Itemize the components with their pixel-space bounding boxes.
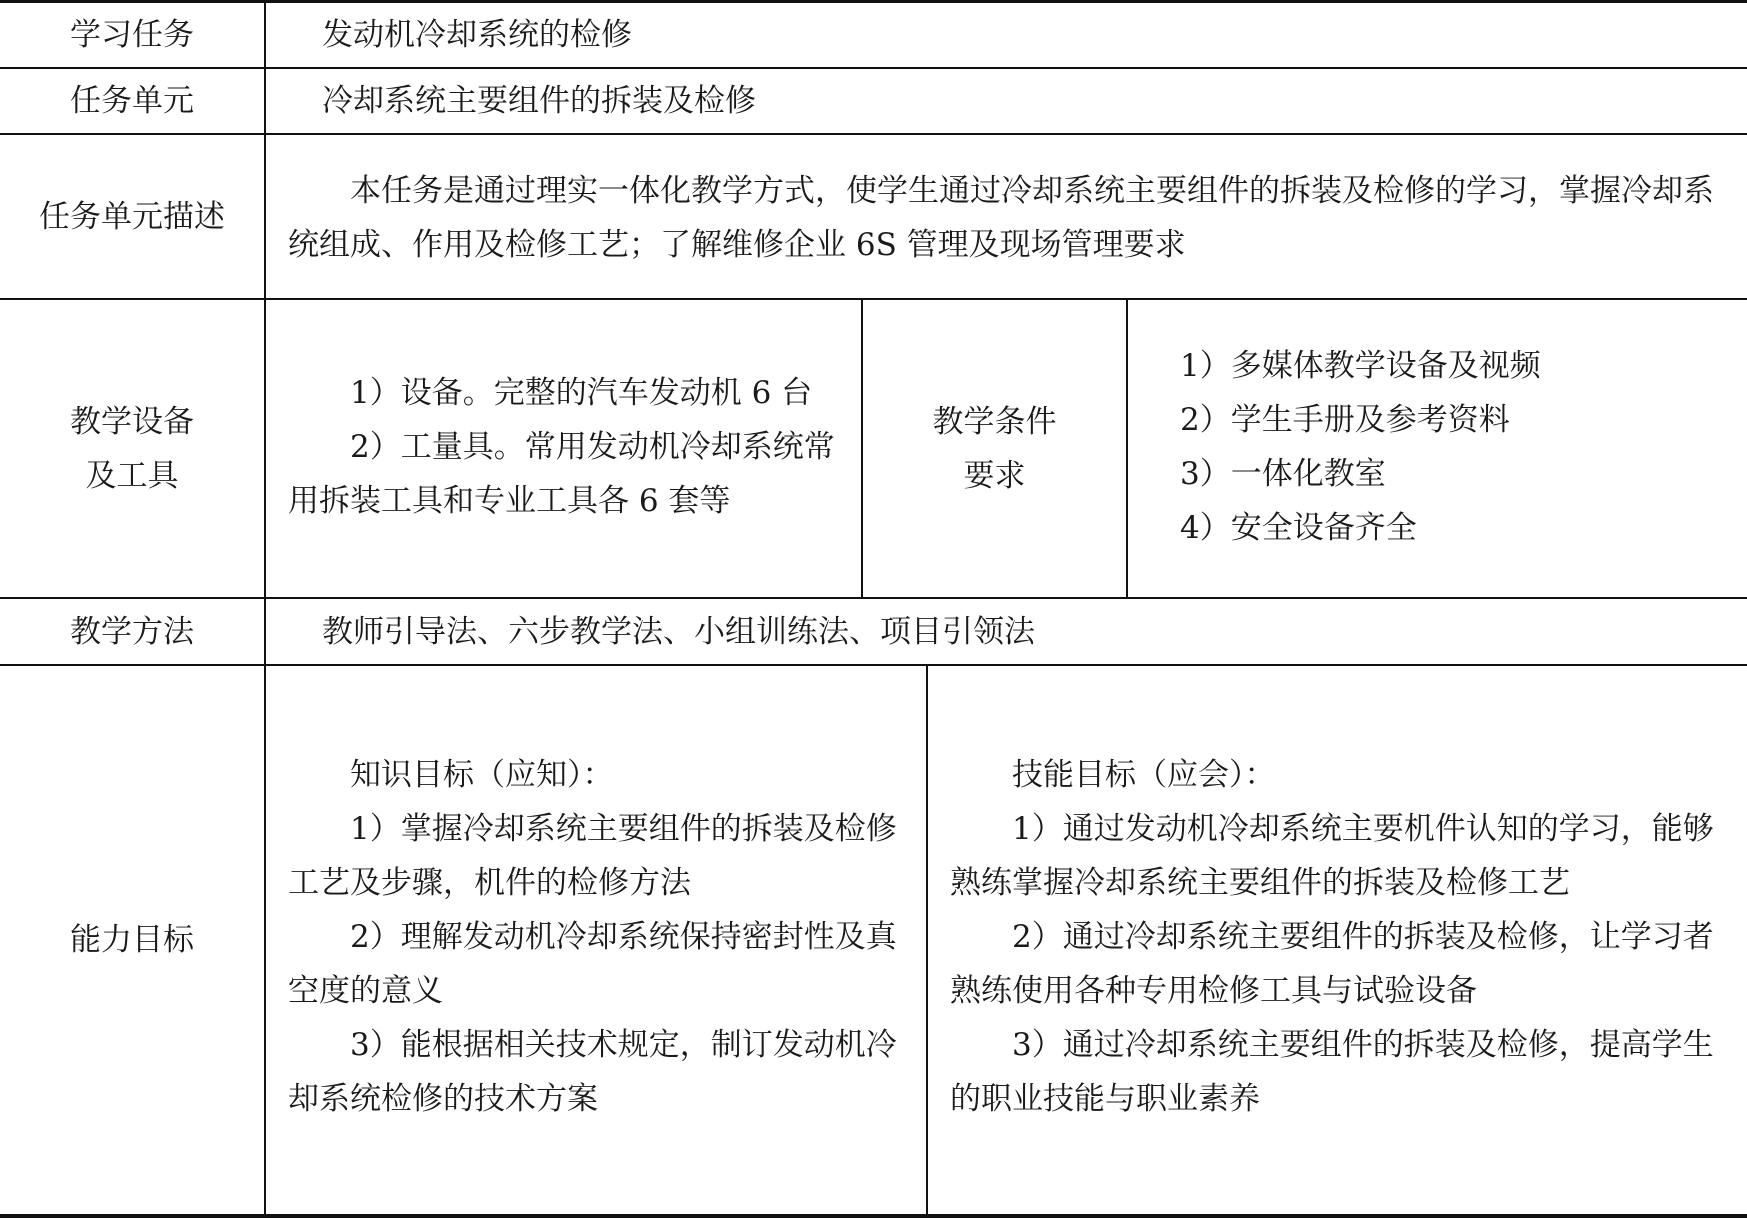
skill-item: 2）通过冷却系统主要组件的拆装及检修，让学习者熟练使用各种专用检修工具与试验设备 (950, 919, 1714, 1009)
condition-item: 4）安全设备齐全 (1180, 510, 1417, 546)
description-label: 任务单元描述 (39, 198, 225, 235)
knowledge-item: 3）能根据相关技术规定，制订发动机冷却系统检修的技术方案 (288, 1027, 897, 1117)
skill-item: 1）通过发动机冷却系统主要机件认知的学习，能够熟练掌握冷却系统主要组件的拆装及检修工艺 (950, 811, 1714, 901)
ability-label: 能力目标 (70, 922, 194, 958)
skill-goals (950, 748, 1732, 1126)
equipment-list (288, 366, 848, 528)
description-text (288, 164, 1728, 272)
label-column-divider (264, 0, 266, 1216)
knowledge-item: 2）理解发动机冷却系统保持密封性及真空度的意义 (288, 919, 897, 1009)
equipment-item: 2）工量具。常用发动机冷却系统常用拆装工具和专业工具各 6 套等 (288, 429, 835, 519)
conditions-label: 教学条件 要求 (932, 403, 1057, 494)
knowledge-goals (288, 748, 913, 1126)
task-label: 学习任务 (70, 17, 194, 53)
equipment-label: 教学设备 及工具 (70, 403, 194, 494)
table-bottom-border (0, 1214, 1747, 1218)
description-paragraph: 本任务是通过理实一体化教学方式，使学生通过冷却系统主要组件的拆装及检修的学习，掌握冷却系统组成、作用及检修工艺；了解维修企业 6S 管理及现场管理要求 (288, 173, 1714, 263)
equipment-item: 1）设备。完整的汽车发动机 6 台 (350, 375, 813, 411)
knowledge-title: 知识目标（应知）： (350, 757, 614, 793)
ability-divider (926, 664, 928, 1216)
conditions-list (1152, 339, 1732, 555)
unit-value: 冷却系统主要组件的拆装及检修 (322, 83, 756, 119)
skill-title: 技能目标（应会）： (1012, 757, 1276, 793)
methods-value: 教师引导法、六步教学法、小组训练法、项目引领法 (322, 613, 1035, 650)
skill-item: 3）通过冷却系统主要组件的拆装及检修，提高学生的职业技能与职业素养 (950, 1027, 1714, 1117)
condition-item: 3）一体化教室 (1180, 456, 1386, 492)
conditions-divider (1126, 298, 1128, 599)
task-value: 发动机冷却系统的检修 (322, 17, 632, 53)
knowledge-item: 1）掌握冷却系统主要组件的拆装及检修工艺及步骤，机件的检修方法 (288, 811, 897, 901)
unit-label: 任务单元 (70, 83, 194, 119)
methods-label: 教学方法 (70, 613, 194, 650)
condition-item: 1）多媒体教学设备及视频 (1180, 348, 1541, 384)
condition-item: 2）学生手册及参考资料 (1180, 402, 1510, 438)
